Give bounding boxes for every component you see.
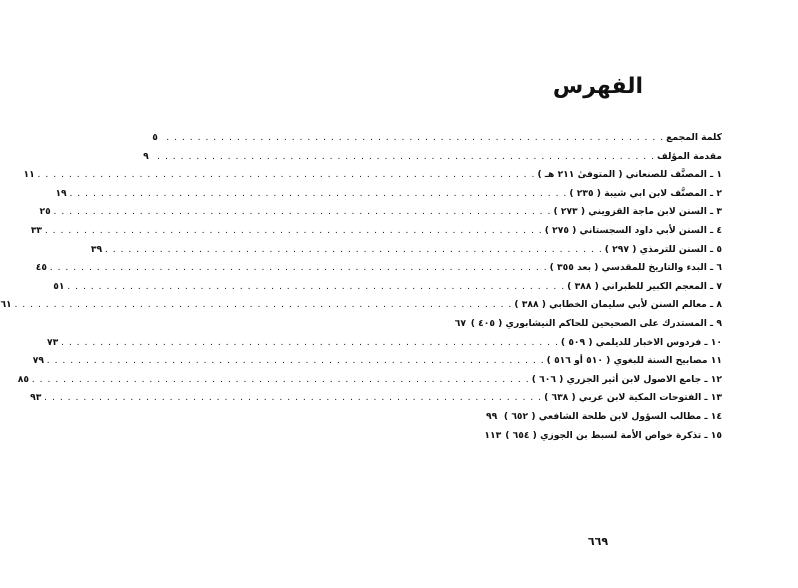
toc-entry-title: ١٥ ـ تذكرة خواص الأمة لسبط بن الجوزي ( ٦٥٤ ) xyxy=(505,429,722,441)
toc-entry xyxy=(47,336,722,356)
toc-entry-page: ٣٣ xyxy=(30,224,43,236)
toc-entry xyxy=(143,150,722,170)
dot-leader xyxy=(38,169,536,180)
toc-entry-title: ٨ ـ معالم السنن لأبي سليمان الخطابي ( ٣٨٨ ) xyxy=(514,299,722,311)
toc-entry-page: ٧٣ xyxy=(47,336,59,348)
toc-entry-title: ٤ ـ السنن لأبي داود السجستاني ( ٢٧٥ ) xyxy=(544,224,722,236)
page-title: الفهرس xyxy=(552,74,644,99)
toc-entry-title: ١٠ ـ فردوس الاخبار للديلمي ( ٥٠٩ ) xyxy=(560,336,722,348)
toc-entry xyxy=(17,373,722,393)
table-of-contents xyxy=(0,132,722,448)
toc-entry-title: ٣ ـ السنن لابن ماجة القزويني ( ٢٧٣ ) xyxy=(553,206,722,218)
toc-entry-page: ٦١ xyxy=(0,299,12,311)
toc-entry-title: ١٤ ـ مطالب السؤول لابن طلحة الشافعي ( ٦٥٢ ) xyxy=(503,410,722,422)
toc-entry-page: ٨٥ xyxy=(17,373,30,385)
dot-leader xyxy=(47,355,545,366)
toc-entry-title: ١١ مصابيح السنة للبغوي ( ٥١٠ أو ٥١٦ ) xyxy=(546,355,722,367)
toc-entry xyxy=(30,224,722,244)
toc-entry-title: ٩ ـ المستدرك على الصحيحين للحاكم النيشابوري ( ٤٠٥ ) xyxy=(470,317,722,329)
toc-entry-title: ٦ ـ البدء والتاريخ للمقدسي ( بعد ٣٥٥ ) xyxy=(549,262,722,274)
toc-entry-title: ٢ ـ المصنَّف لابن ابي شيبة ( ٢٣٥ ) xyxy=(569,187,722,199)
toc-entry xyxy=(23,169,722,188)
dot-leader xyxy=(500,411,502,422)
toc-entry xyxy=(32,355,722,374)
toc-entry xyxy=(35,262,722,281)
toc-entry-title: كلمة المجمع xyxy=(666,132,722,143)
toc-entry xyxy=(30,392,722,411)
toc-entry-page: ٩ xyxy=(143,150,149,162)
toc-entry-page: ٥١ xyxy=(53,280,65,292)
toc-entry-page: ١١ xyxy=(23,169,35,181)
toc-entry-title: ٧ ـ المعجم الكبير للطبراني ( ٣٨٨ ) xyxy=(567,280,722,292)
toc-entry-title: ٥ ـ السنن للترمذي ( ٢٩٧ ) xyxy=(604,243,722,255)
toc-entry-title: ١ ـ المصنَّف للصنعاني ( المتوفىٰ ٢١١ هـ ) xyxy=(537,169,722,181)
toc-entry-page: ٩٣ xyxy=(30,392,42,404)
page-number: ٦٦٩ xyxy=(587,535,609,548)
toc-entry-title: ١٢ ـ جامع الاصول لابن أثير الجزري ( ٦٠٦ ) xyxy=(531,373,722,385)
toc-entry xyxy=(39,206,722,225)
toc-entry xyxy=(90,243,722,263)
toc-entry xyxy=(486,411,722,430)
toc-entry xyxy=(454,317,722,337)
toc-entry-title: ١٣ ـ الفتوحات المكية لابن عربي ( ٦٣٨ ) xyxy=(544,392,722,404)
toc-entry-page: ٧٩ xyxy=(32,355,44,367)
dot-leader xyxy=(157,151,655,162)
toc-entry-page: ٥ xyxy=(152,132,158,143)
dot-leader xyxy=(32,374,530,385)
dot-leader xyxy=(50,262,548,273)
toc-entry-page: ٢٥ xyxy=(39,206,51,218)
toc-entry-page: ٣٩ xyxy=(90,243,103,255)
dot-leader xyxy=(45,225,543,236)
dot-leader xyxy=(14,299,512,310)
dot-leader xyxy=(105,244,603,255)
dot-leader xyxy=(67,281,565,292)
toc-entry xyxy=(53,280,722,300)
dot-leader xyxy=(166,132,664,143)
toc-entry xyxy=(152,132,722,151)
dot-leader xyxy=(44,392,542,403)
toc-entry-title: مقدمة المؤلف xyxy=(657,150,722,162)
dot-leader xyxy=(69,188,567,199)
toc-entry-page: ٩٩ xyxy=(486,410,498,422)
toc-entry xyxy=(55,187,722,207)
toc-entry xyxy=(0,299,722,318)
toc-entry-page: ١١٣ xyxy=(484,429,502,441)
toc-entry xyxy=(486,430,722,449)
dot-leader xyxy=(54,206,552,217)
toc-entry-page: ٦٧ xyxy=(454,317,466,329)
toc-entry-page: ٤٥ xyxy=(35,262,47,274)
toc-entry-page: ١٩ xyxy=(55,187,67,199)
dot-leader xyxy=(61,337,559,348)
